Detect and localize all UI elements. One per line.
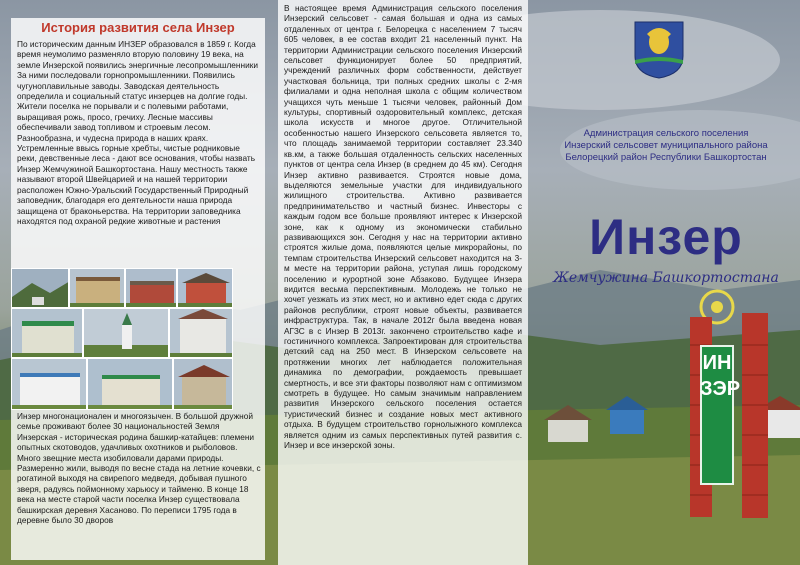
photo-green-house (87, 358, 173, 410)
current-development-text: В настоящее время Администрация сельского поселения Инзерский сельсовет - самая большая и одна из самых отдаленных от центра г. Белорецка с населением 7 тысяч 605 человек, в ее состав входит 21 населенный пункт. На территории Администрации сельского поселения Инзерский сельсовет функционирует более 50 предприятий, учреждений различных форм собственности, действует участковая больница, три полных средних школы с 2-мя филиалами и одна неполная школа с общим количеством учащихся чуть меньше 1 тысячи человек, районный Дом культуры, спортивный оздоровительный комплекс, детская школа искусств и многое другое. Отличительной особенностью нашего Инзерского сельсовета является то, что площадь занимаемой территории составляет 23.340 кв.км, а также большая отдаленность сельских населенных пунктов от центра села Инзер (в среднем до 45 км). Сегодня Инзер активно развивается. Строятся новые дома, выделяются земельные участки для индивидуального жилищного строительства. Активно развивается предпринимательство и частный бизнес. Инвесторы с каждым годом все больше проявляют интерес к Инзерской зоне, как к одному из экономически стабильно развивающихся зон. Сегодня у нас на территории активно строятся жилые дома, появляются целые микрорайоны, по темпам строительства Инзерский сельсовет находится на 3-м месте на территории района, уступая лишь городскому поселению и курортной зоне Абзаково. Будущее Инзера видится весьма перспективным. Молодежь не только не хочет уезжать из этих мест, но и активно едет сюда с других районов республики, строят новые объекты, развивается инфраструктура. Так, в начале 2012г была введена новая АГЗС в с Инзер В 2013г. закончено строительство кафе и гостиничного комплекса. Запроектирован для строительства детский сад на 250 мест. В Инзерском сельсовете на протяжении многих лет наблюдается положительная динамика по демографии, рождаемость превышает смертность, и все эти факторы позволяют нам с оптимизмом смотреть в будущее. Но самым значимым направлением развития Инзерского сельского поселения остается туристический бизнес и создание новых мест активного отдыха. В будущем строительство горнолыжного комплекса является одним из самых перспективных путей развития с. Инзер и все инзерской зоны. (284, 3, 522, 451)
admin-line-3: Белорецкий район Республики Башкортостан (565, 152, 767, 163)
photo-modern-building (11, 358, 87, 410)
nationalities-text: Инзер многонационален и многоязычен. В большой дружной семье проживают более 30 национальностей Земля Инзерская - историческая родина башкир-катайцев: племени опытных скотоводов, удачливых охотников и рыболовов. Много звещние места изобиловали дарами природы. Размеренно жили, выводя по весне стада на летние кочевки, с рогатиной выходя на свирепого медведя, добывая пушного зверя, радуясь поймонному харьюсу и тайменю. В конце 18 века на месте старой части поселка Инзер существовала башкирская деревня Хасаново. По переписи 1795 года в деревне было 30 дворов (17, 411, 261, 526)
sign-text-line-2: ЗЭР (700, 378, 741, 400)
photo-school-building (69, 268, 125, 308)
sign-text (700, 350, 741, 402)
coat-of-arms-icon (633, 20, 685, 80)
village-title: Инзер (589, 209, 743, 265)
photo-green-facade (11, 308, 83, 358)
village-subtitle: Жемчужина Башкортостана (553, 270, 779, 286)
photo-red-house (177, 268, 233, 308)
photo-white-building (169, 308, 233, 358)
photo-mountain-village (11, 268, 69, 308)
history-text: По историческим данным ИНЗЕР образовался в 1859 г. Когда время неумолимо разменяло вторую половину 19 века, на земле Инзерской появились энергичные лесопромышленники За ними последовали горнопромышленники. Появились чугуноплавильные заводы. Заводская деятельность определила и социальный статус инзерцев на долгие годы. Жители поселка не порывали и с полевыми работами, выращивая рожь, просо, гречиху. Лесные массивы обеспечивали завод топливом и строевым лесом. Разнообразна, и чудесна природа в наших краях. Устремленные ввысь горные хребты, чистые родниковые реки, девственные леса - дают все основания, чтобы назвать Инзер Жемчужиной Башкортостана. Нашу местность также называют второй Швейцарией и на нашей территории расположен Южно-Уральский Государственный Природный заповедник, благодаря его деятельности наша природа защищена от браконьерства. На территории заповедника находятся под охраной редкие животные и растения (17, 39, 258, 226)
photo-stone-house (173, 358, 233, 410)
administration-header (540, 128, 792, 164)
sign-text-line-1: ИН (702, 352, 732, 374)
admin-line-1: Администрация сельского поселения (583, 128, 749, 139)
admin-line-2: Инзерский сельсовет муниципального района (564, 140, 768, 151)
left-panel-title: История развития села Инзер (41, 20, 235, 35)
photo-church (83, 308, 169, 358)
photo-brick-building (125, 268, 177, 308)
